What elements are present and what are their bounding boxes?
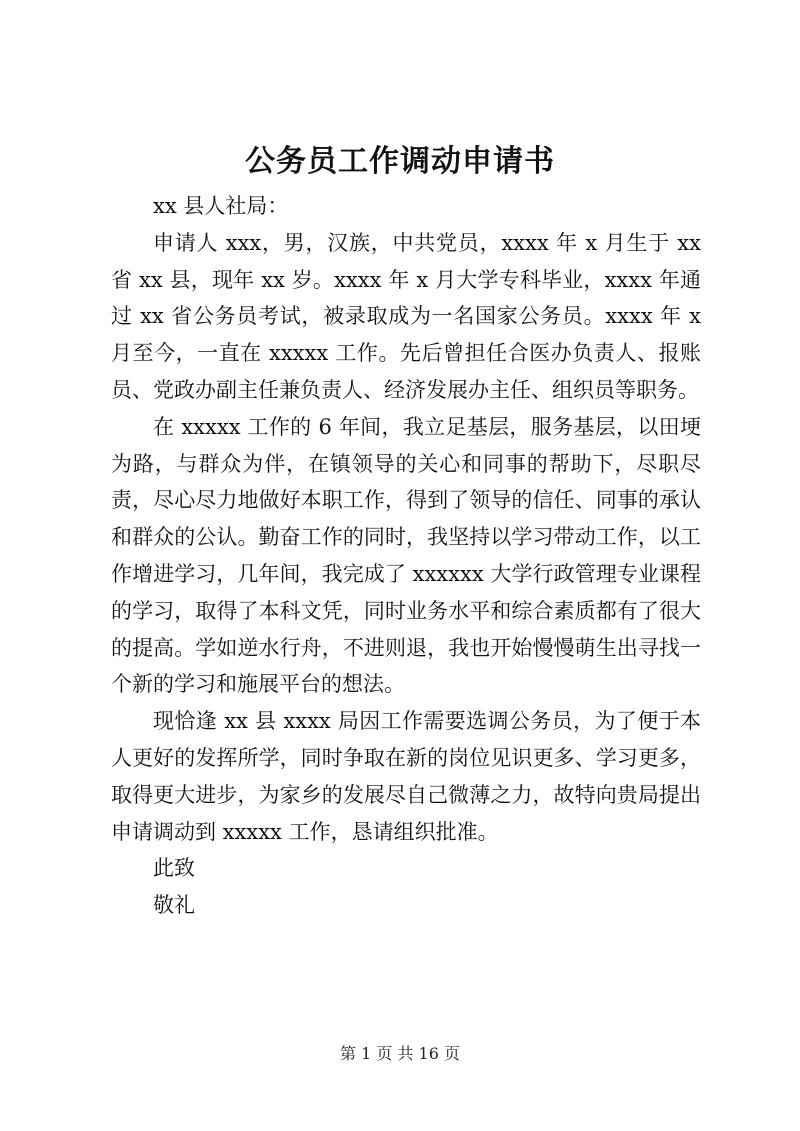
document-body: [111, 188, 701, 924]
paragraph-1: 申请人 xxx，男，汉族，中共党员，xxxx 年 x 月生于 xx 省 xx 县，现年 xx 岁。xxxx 年 x 月大学专科毕业，xxxx 年通过 xx 省公务员考试，被录取成为一名国家公务员。xxxx 年 x 月至今，一直在 xxxxx 工作。先后曾担任合医办负责人、报账员、党政办副主任兼负责人、经济发展办主任、组织员等职务。: [111, 230, 701, 402]
salutation: xx 县人社局：: [153, 194, 289, 218]
paragraph-3: 现恰逢 xx 县 xxxx 局因工作需要选调公务员，为了便于本人更好的发挥所学，同时争取在新的岗位见识更多、学习更多，取得更大进步，为家乡的发展尽自己微薄之力，故特向贵局提出申请调动到 xxxxx 工作，恳请组织批准。: [111, 709, 701, 844]
paragraph-2: 在 xxxxx 工作的 6 年间，我立足基层，服务基层，以田埂为路，与群众为伴，在镇领导的关心和同事的帮助下，尽职尽责，尽心尽力地做好本职工作，得到了领导的信任、同事的承认和群众的公认。勤奋工作的同时，我坚持以学习带动工作，以工作增进学习，几年间，我完成了 xxxxxx 大学行政管理专业课程的学习，取得了本科文凭，同时业务水平和综合素质都有了很大的提高。学如逆水行舟，不进则退，我也开始慢慢萌生出寻找一个新的学习和施展平台的想法。: [111, 414, 701, 697]
document-title: 公务员工作调动申请书: [245, 144, 555, 179]
closing-greeting: 此致: [153, 856, 195, 881]
closing-respect: 敬礼: [153, 893, 195, 918]
page-indicator: 第 1 页 共 16 页: [340, 1044, 460, 1063]
